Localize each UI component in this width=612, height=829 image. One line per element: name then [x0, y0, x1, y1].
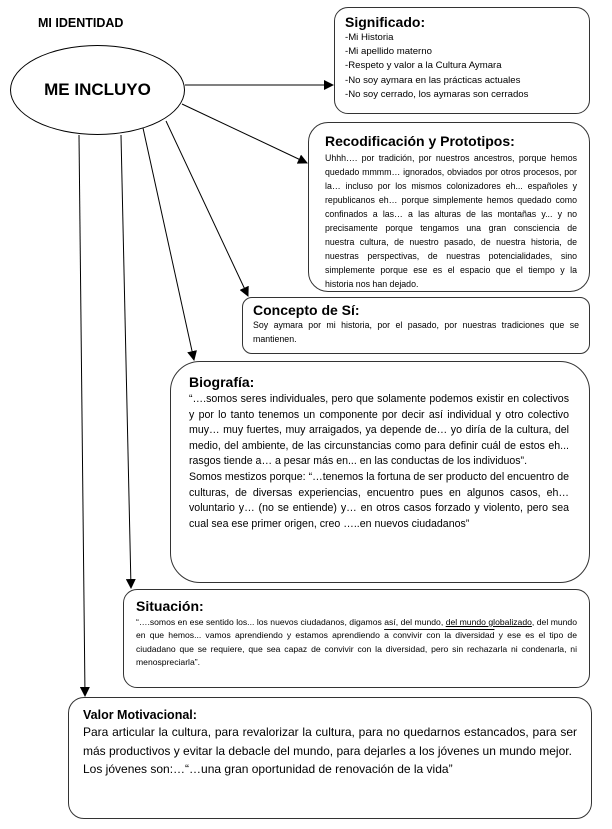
situacion-text-a: “….somos en ese sentido los... los nuevos ciudadanos, digamos así, del mundo, [136, 617, 446, 627]
list-item: -No soy aymara en las prácticas actuales [345, 74, 521, 86]
significado-box [334, 7, 590, 114]
biografia-paragraph-1: “….somos seres individuales, pero que solamente podemos existir en colectivos y por lo tanto tenemos un componente por decir así individual y otro colectivo muy… muy fuertes, muy arraigados, ya depende de… yo diría de la cultura, del medio, del ambiente, de las circunstancias como para definir cuál de estos eh... rasgos tiende a… a pesar más en... en las conductas de los individuos”. [189, 393, 569, 468]
situacion-underlined-text: del mundo globalizado [445, 617, 532, 627]
list-item: -Respeto y valor a la Cultura Aymara [345, 60, 502, 72]
list-item: -No soy cerrado, los aymaras son cerrados [345, 88, 529, 100]
concepto-box [242, 297, 590, 354]
center-node-label: ME INCLUYO [44, 80, 151, 99]
situacion-text [136, 616, 577, 670]
biografia-heading: Biografía: [189, 374, 255, 390]
situacion-text-b: , del mundo en que hemos... vamos aprendiendo y estamos aprendiendo [136, 617, 577, 641]
significado-heading: Significado: [345, 14, 426, 30]
list-item: -Mi Historia [345, 32, 394, 43]
recodificacion-text: Uhhh…. por tradición, por nuestros ancestros, porque hemos quedado mmmm… ignorados, obviados por otros procesos, por la… incluso por los mismos colonizadores eh... españoles y republicanos eh… porque simplemente hemos quedado como confinados a las… a las alturas de las montañas y... y no precisamente porque tengamos una gran consciencia de nuestra cultura, de nuestro pasado, de nuestra historia, de nuestras perspectivas, de nuestras potencialidades, sino simplemente porque ese es el espacio que el tiempo y la historia nos han dejado. [325, 153, 577, 289]
valor-heading: Valor Motivacional: [83, 708, 197, 722]
significado-list [345, 31, 579, 102]
recodificacion-heading: Recodificación y Prototipos: [325, 133, 515, 149]
situacion-text-c: y ese es el tipo de ciudadano que se requiere, que sea capaz de convivir con la diversidad, pero sin rechazarla ni condenarla, ni menospreciarla”. [136, 630, 577, 668]
situacion-overlined-text: a convivir con la diversidad [384, 630, 495, 641]
center-node-ellipse [10, 45, 185, 135]
valor-paragraph-2: Los jóvenes son:…“…una gran oportunidad de renovación de la vida” [83, 762, 453, 776]
valor-paragraph-1: Para articular la cultura, para revalorizar la cultura, para no quedarnos estancados, para ser más productivos y evitar la debacle del mundo, para dejarles a los jóvenes un mundo mejor. [83, 725, 577, 758]
concepto-heading: Concepto de Sí: [253, 302, 360, 318]
situacion-box [123, 589, 590, 688]
biografia-paragraph-2: Somos mestizos porque: “…tenemos la fortuna de ser producto del encuentro de culturas, de diversas experiencias, encuentro pues en algunos casos, eh… voluntario y… (no se entiende) y… en otros casos forzado y violento, pero sea cual sea ese primer origen, creo …..en nuevos ciudadanos” [189, 470, 569, 530]
situacion-heading: Situación: [136, 598, 204, 614]
valor-motivacional-box [68, 697, 592, 819]
concepto-text: Soy aymara por mi historia, por el pasado, por nuestras tradiciones que se mantienen. [253, 320, 579, 344]
diagram-title: MI IDENTIDAD [38, 16, 124, 30]
biografia-box [170, 361, 590, 583]
recodificacion-box [308, 122, 590, 292]
list-item: -Mi apellido materno [345, 46, 432, 58]
